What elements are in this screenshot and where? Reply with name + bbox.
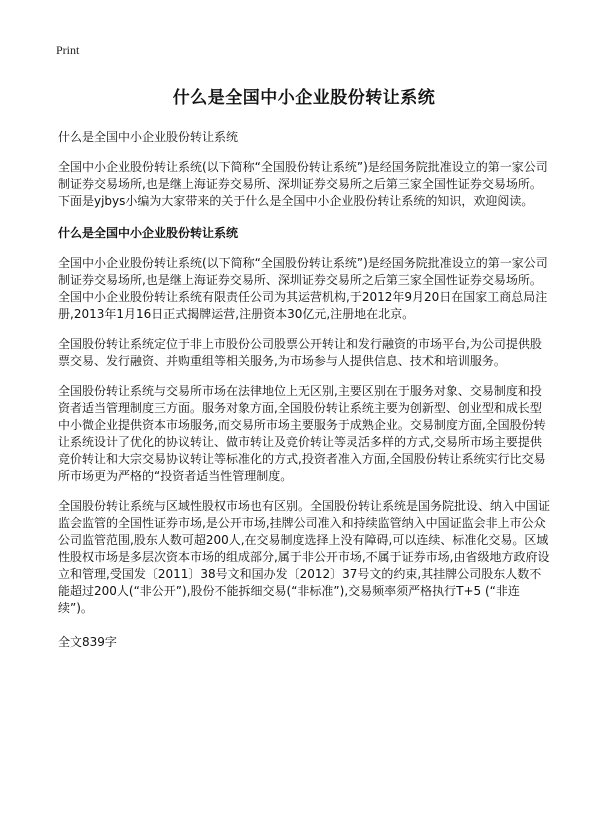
word-count: 全文839字 bbox=[58, 635, 117, 649]
page-title: 什么是全国中小企业股份转让系统 bbox=[172, 88, 436, 108]
body-paragraph-2: 全国股份转让系统定位于非上市股份公司股票公开转让和发行融资的市场平台,为公司提供股票交易、发行融资、并购重组等相关服务,为市场参与人提供信息、技术和培训服务。 bbox=[58, 337, 542, 368]
body-paragraph-4: 全国股份转让系统与区域性股权市场也有区别。全国股份转让系统是国务院批设、纳入中国证监会监管的全国性证券市场,是公开市场,挂牌公司准入和持续监管纳入中国证监会非上市公众公司监管范围,股东人数可超200人,在交易制度选择上没有障碍,可以连续、标准化交易。区域性股权市场是多层次资本市场的组成部分,属于非公开市场,不属于证券市场,由省级地方政府设立和管理,受国发〔2011〕38号文和国办发〔2012〕37号文的约束,其挂牌公司股东人数不能超过200人(“非公开”),股份不能拆细交易(“非标准”),交易频率须严格执行T+5 (“非连续”)。 bbox=[58, 499, 551, 615]
section-heading: 什么是全国中小企业股份转让系统 bbox=[58, 226, 239, 240]
print-link[interactable]: Print bbox=[56, 43, 80, 57]
intro-paragraph: 全国中小企业股份转让系统(以下简称“全国股份转让系统”)是经国务院批准设立的第一家公司制证券交易场所,也是继上海证券交易所、深圳证券交易所之后第三家全国性证券交易场所。下面是yjbys小编为大家带来的关于什么是全国中小企业股份转让系统的知识，欢迎阅读。 bbox=[58, 160, 548, 208]
body-paragraph-3: 全国股份转让系统与交易所市场在法律地位上无区别,主要区别在于服务对象、交易制度和投资者适当管理制度三方面。服务对象方面,全国股份转让系统主要为创新型、创业型和成长型中小微企业提供资本市场服务,而交易所市场主要服务于成熟企业。交易制度方面,全国股份转让系统设计了优化的协议转让、做市转让及竞价转让等灵活多样的方式,交易所市场主要提供竞价转让和大宗交易协议转让等标准化的方式,投资者准入方面,全国股份转让系统实行比交易所市场更为严格的“投资者适当性管理制度。 bbox=[58, 384, 546, 483]
article-subtitle: 什么是全国中小企业股份转让系统 bbox=[58, 130, 239, 144]
body-paragraph-1: 全国中小企业股份转让系统(以下简称“全国股份转让系统”)是经国务院批准设立的第一家公司制证券交易场所,也是继上海证券交易所、深圳证券交易所之后第三家全国性证券交易场所。全国中小企业股份转让系统有限责任公司为其运营机构,于2012年9月20日在国家工商总局注册,2013年1月16日正式揭牌运营,注册资本30亿元,注册地在北京。 bbox=[58, 256, 548, 321]
